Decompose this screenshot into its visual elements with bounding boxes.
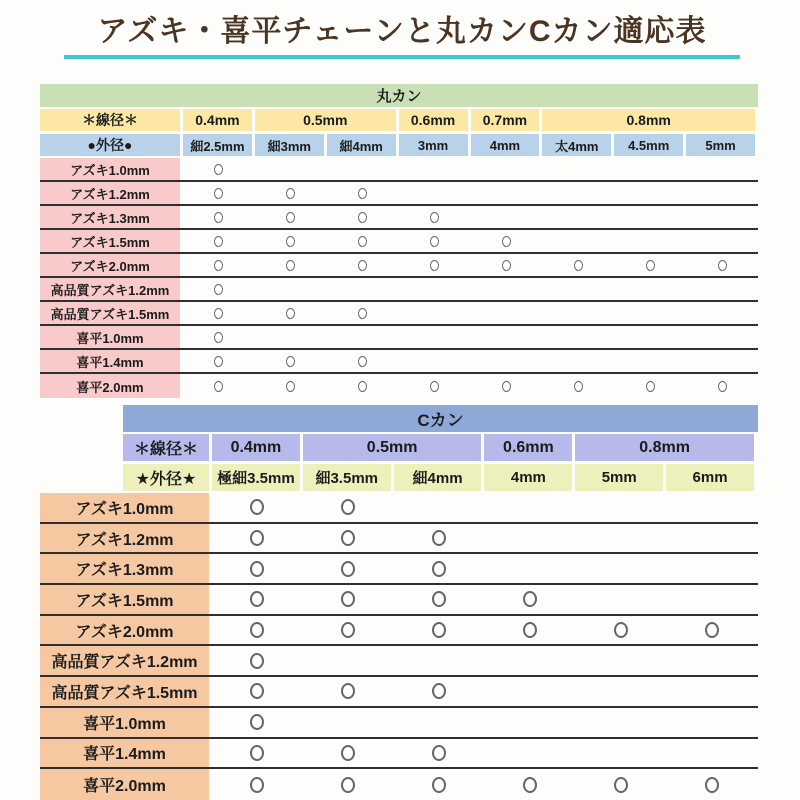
compat-cell (666, 554, 757, 583)
compat-cell (484, 524, 575, 553)
compat-cell (471, 254, 543, 276)
compatible-mark-icon (432, 530, 446, 546)
row-label: アズキ1.3mm (40, 206, 180, 228)
compat-cell (327, 374, 399, 398)
compat-cell (303, 554, 394, 583)
compatible-mark-icon (250, 745, 264, 761)
compat-cell (399, 182, 471, 204)
c-kan-title-bar: Cカン (123, 405, 758, 432)
compatible-mark-icon (523, 622, 537, 638)
compat-cell (327, 326, 399, 348)
table-row (40, 677, 758, 708)
compat-cell (471, 374, 543, 398)
table-row (40, 524, 758, 555)
compat-cell (484, 708, 575, 737)
compat-cell (394, 554, 485, 583)
outer-diameter-value: 5mm (575, 464, 663, 491)
maru-kan-title-bar: 丸カン (40, 84, 758, 107)
compat-cell (303, 616, 394, 645)
row-label: アズキ1.3mm (40, 554, 209, 583)
compat-cell (542, 302, 614, 324)
compatible-mark-icon (286, 308, 295, 319)
compat-cell (471, 182, 543, 204)
compat-cell (255, 326, 327, 348)
compatible-mark-icon (718, 260, 727, 271)
compat-cell (484, 646, 575, 675)
compat-cell (183, 278, 255, 300)
compat-cell (666, 616, 757, 645)
compat-cell (183, 350, 255, 372)
compat-cell (212, 616, 303, 645)
compat-cell (666, 739, 757, 768)
compatible-mark-icon (430, 260, 439, 271)
table-row (40, 646, 758, 677)
compatible-mark-icon (250, 591, 264, 607)
compatible-mark-icon (646, 260, 655, 271)
compatible-mark-icon (358, 356, 367, 367)
compatible-mark-icon (341, 745, 355, 761)
outer-diameter-value: 細3.5mm (303, 464, 391, 491)
row-label: アズキ1.0mm (40, 158, 180, 180)
compat-cell (394, 524, 485, 553)
compatible-mark-icon (358, 260, 367, 271)
compat-cell (212, 585, 303, 614)
compat-cell (212, 739, 303, 768)
compat-cell (575, 585, 666, 614)
compat-cell (327, 182, 399, 204)
compatible-mark-icon (614, 777, 628, 793)
compat-cell (542, 230, 614, 252)
page-title-underline (64, 14, 740, 59)
compatible-mark-icon (250, 653, 264, 669)
compat-cell (183, 182, 255, 204)
compat-cell (327, 278, 399, 300)
compatible-mark-icon (358, 212, 367, 223)
compatible-mark-icon (341, 683, 355, 699)
compat-cell (484, 616, 575, 645)
compatible-mark-icon (286, 212, 295, 223)
compat-cell (327, 254, 399, 276)
row-label: アズキ2.0mm (40, 254, 180, 276)
compat-cell (255, 278, 327, 300)
compatible-mark-icon (502, 381, 511, 392)
compat-cell (303, 739, 394, 768)
compat-cell (183, 374, 255, 398)
compat-cell (542, 158, 614, 180)
compatible-mark-icon (250, 714, 264, 730)
compat-cell (327, 350, 399, 372)
compatible-mark-icon (574, 260, 583, 271)
compatible-mark-icon (286, 188, 295, 199)
compat-cell (686, 206, 758, 228)
compat-cell (183, 326, 255, 348)
outer-diameter-value: 5mm (686, 134, 755, 156)
compatible-mark-icon (286, 381, 295, 392)
row-label: 高品質アズキ1.5mm (40, 677, 209, 706)
compat-cell (212, 708, 303, 737)
compat-cell (399, 374, 471, 398)
compatible-mark-icon (502, 260, 511, 271)
compat-cell (399, 158, 471, 180)
compatible-mark-icon (430, 212, 439, 223)
compatible-mark-icon (286, 260, 295, 271)
compatible-mark-icon (432, 683, 446, 699)
compatible-mark-icon (430, 236, 439, 247)
wire-diameter-header: ＊線径＊ (40, 109, 180, 131)
compat-cell (183, 158, 255, 180)
compatible-mark-icon (705, 777, 719, 793)
compat-cell (575, 524, 666, 553)
compatible-mark-icon (341, 499, 355, 515)
compat-cell (471, 278, 543, 300)
compat-cell (542, 278, 614, 300)
compatible-mark-icon (341, 561, 355, 577)
wire-diameter-value: 0.5mm (255, 109, 396, 131)
compat-cell (183, 206, 255, 228)
compat-cell (327, 230, 399, 252)
compatible-mark-icon (358, 188, 367, 199)
compat-cell (394, 677, 485, 706)
outer-diameter-header: ●外径● (40, 134, 180, 156)
table-row (40, 278, 758, 302)
compat-cell (484, 677, 575, 706)
table-row (40, 585, 758, 616)
compatible-mark-icon (430, 381, 439, 392)
compatible-mark-icon (214, 212, 223, 223)
outer-diameter-value: 細2.5mm (183, 134, 252, 156)
compatible-mark-icon (432, 591, 446, 607)
compat-cell (666, 769, 757, 800)
compatible-mark-icon (214, 356, 223, 367)
compatible-mark-icon (341, 777, 355, 793)
row-label: 喜平1.4mm (40, 350, 180, 372)
compat-cell (471, 230, 543, 252)
wire-diameter-value: 0.7mm (471, 109, 540, 131)
compat-cell (255, 374, 327, 398)
table-row (40, 769, 758, 800)
table-row (40, 493, 758, 524)
wire-diameter-header: ＊線径＊ (123, 434, 209, 461)
compat-cell (575, 769, 666, 800)
compatible-mark-icon (432, 745, 446, 761)
compat-cell (212, 524, 303, 553)
compat-cell (614, 230, 686, 252)
table-row (40, 554, 758, 585)
compat-cell (212, 646, 303, 675)
compat-cell (686, 230, 758, 252)
compatible-mark-icon (523, 591, 537, 607)
row-label: 喜平1.0mm (40, 326, 180, 348)
row-label: 喜平2.0mm (40, 374, 180, 398)
outer-diameter-value: 4mm (471, 134, 540, 156)
table-row (40, 182, 758, 206)
row-label: 高品質アズキ1.2mm (40, 278, 180, 300)
table-row (40, 739, 758, 770)
compatible-mark-icon (705, 622, 719, 638)
outer-diameter-value: 細3mm (255, 134, 324, 156)
compatible-mark-icon (214, 332, 223, 343)
compat-cell (666, 646, 757, 675)
compat-cell (666, 493, 757, 522)
table-row (40, 230, 758, 254)
table-row (40, 254, 758, 278)
row-label: アズキ2.0mm (40, 616, 209, 645)
compat-cell (575, 708, 666, 737)
compat-cell (394, 708, 485, 737)
compatible-mark-icon (214, 164, 223, 175)
compat-cell (614, 254, 686, 276)
outer-diameter-value: 4mm (484, 464, 572, 491)
compat-cell (666, 708, 757, 737)
compatible-mark-icon (502, 236, 511, 247)
compat-cell (399, 326, 471, 348)
compat-cell (399, 302, 471, 324)
outer-diameter-value: 6mm (666, 464, 754, 491)
compat-cell (303, 524, 394, 553)
wire-diameter-value: 0.4mm (183, 109, 252, 131)
compat-cell (542, 374, 614, 398)
wire-diameter-row (123, 434, 758, 461)
compat-cell (394, 493, 485, 522)
compat-cell (394, 585, 485, 614)
compatible-mark-icon (250, 777, 264, 793)
wire-diameter-value: 0.5mm (303, 434, 482, 461)
compat-cell (471, 302, 543, 324)
compatible-mark-icon (214, 284, 223, 295)
row-label: アズキ1.2mm (40, 182, 180, 204)
compat-cell (303, 585, 394, 614)
table-row (40, 158, 758, 182)
compatible-mark-icon (214, 308, 223, 319)
row-label: 喜平2.0mm (40, 769, 209, 800)
compatible-mark-icon (432, 777, 446, 793)
outer-diameter-value: 細4mm (327, 134, 396, 156)
compat-cell (255, 254, 327, 276)
compat-cell (575, 739, 666, 768)
compatible-mark-icon (358, 236, 367, 247)
row-label: 喜平1.4mm (40, 739, 209, 768)
compat-cell (471, 206, 543, 228)
compat-cell (614, 374, 686, 398)
compat-cell (575, 646, 666, 675)
compat-cell (686, 278, 758, 300)
row-label: アズキ1.0mm (40, 493, 209, 522)
compat-cell (212, 493, 303, 522)
compat-cell (686, 302, 758, 324)
compatible-mark-icon (250, 683, 264, 699)
wire-diameter-value: 0.8mm (542, 109, 755, 131)
compat-cell (327, 158, 399, 180)
compat-cell (255, 206, 327, 228)
outer-diameter-value: 太4mm (542, 134, 611, 156)
compat-cell (614, 206, 686, 228)
compat-cell (399, 206, 471, 228)
wire-diameter-row (40, 109, 758, 131)
c-kan-table (40, 405, 758, 800)
compat-cell (394, 769, 485, 800)
compat-cell (686, 326, 758, 348)
compatible-mark-icon (358, 381, 367, 392)
compat-cell (471, 350, 543, 372)
compat-cell (471, 158, 543, 180)
compat-cell (484, 769, 575, 800)
compat-cell (575, 493, 666, 522)
compatible-mark-icon (286, 236, 295, 247)
row-label: アズキ1.5mm (40, 230, 180, 252)
compat-cell (394, 646, 485, 675)
outer-diameter-value: 3mm (399, 134, 468, 156)
outer-diameter-value: 細4mm (394, 464, 482, 491)
compatible-mark-icon (341, 622, 355, 638)
table-row (40, 350, 758, 374)
compat-cell (666, 677, 757, 706)
compatible-mark-icon (214, 188, 223, 199)
compat-cell (575, 616, 666, 645)
wire-diameter-value: 0.6mm (484, 434, 572, 461)
compat-cell (542, 350, 614, 372)
outer-diameter-value: 極細3.5mm (212, 464, 300, 491)
compat-cell (255, 158, 327, 180)
row-label: アズキ1.2mm (40, 524, 209, 553)
compatible-mark-icon (432, 622, 446, 638)
compatible-mark-icon (574, 381, 583, 392)
table-row (40, 326, 758, 350)
compat-cell (303, 493, 394, 522)
compatible-mark-icon (614, 622, 628, 638)
compatible-mark-icon (250, 499, 264, 515)
compat-cell (686, 350, 758, 372)
wire-diameter-value: 0.6mm (399, 109, 468, 131)
compat-cell (686, 254, 758, 276)
compat-cell (614, 350, 686, 372)
outer-diameter-row (40, 134, 758, 156)
compat-cell (394, 616, 485, 645)
compat-cell (484, 493, 575, 522)
compat-cell (686, 182, 758, 204)
compat-cell (575, 677, 666, 706)
wire-diameter-value: 0.4mm (212, 434, 300, 461)
compat-cell (614, 302, 686, 324)
compat-cell (542, 326, 614, 348)
row-label: 高品質アズキ1.5mm (40, 302, 180, 324)
compat-cell (614, 326, 686, 348)
compat-cell (614, 278, 686, 300)
compat-cell (575, 554, 666, 583)
table-row (40, 206, 758, 230)
compatible-mark-icon (250, 622, 264, 638)
compat-cell (484, 585, 575, 614)
compatible-mark-icon (250, 530, 264, 546)
compat-cell (471, 326, 543, 348)
compat-cell (303, 708, 394, 737)
compatible-mark-icon (432, 561, 446, 577)
compatible-mark-icon (718, 381, 727, 392)
compat-cell (686, 374, 758, 398)
compatible-mark-icon (250, 561, 264, 577)
compat-cell (183, 302, 255, 324)
row-label: アズキ1.5mm (40, 585, 209, 614)
compat-cell (542, 206, 614, 228)
wire-diameter-value: 0.8mm (575, 434, 754, 461)
table-row (40, 708, 758, 739)
row-label: 喜平1.0mm (40, 708, 209, 737)
compat-cell (183, 254, 255, 276)
compat-cell (327, 206, 399, 228)
compat-cell (614, 182, 686, 204)
compat-cell (399, 230, 471, 252)
compatible-mark-icon (286, 356, 295, 367)
table-row (40, 616, 758, 647)
compat-cell (255, 230, 327, 252)
outer-diameter-value: 4.5mm (614, 134, 683, 156)
compat-cell (399, 254, 471, 276)
table-row (40, 374, 758, 398)
compatible-mark-icon (341, 530, 355, 546)
compat-cell (394, 739, 485, 768)
compat-cell (212, 677, 303, 706)
compat-cell (614, 158, 686, 180)
page-title: アズキ・喜平チェーンと丸カンCカン適応表 (97, 15, 707, 48)
compat-cell (212, 554, 303, 583)
compatible-mark-icon (214, 381, 223, 392)
compatible-mark-icon (341, 591, 355, 607)
maru-kan-table (40, 84, 758, 398)
compat-cell (303, 646, 394, 675)
compat-cell (484, 554, 575, 583)
table-row (40, 302, 758, 326)
compatible-mark-icon (646, 381, 655, 392)
compat-cell (255, 302, 327, 324)
compat-cell (399, 350, 471, 372)
compat-cell (255, 350, 327, 372)
compat-cell (255, 182, 327, 204)
outer-diameter-row (123, 464, 758, 491)
compat-cell (484, 739, 575, 768)
compat-cell (399, 278, 471, 300)
compat-cell (183, 230, 255, 252)
compat-cell (303, 769, 394, 800)
compat-cell (212, 769, 303, 800)
compatible-mark-icon (358, 308, 367, 319)
compatible-mark-icon (523, 777, 537, 793)
compat-cell (686, 158, 758, 180)
compat-cell (327, 302, 399, 324)
compat-cell (542, 254, 614, 276)
compatible-mark-icon (214, 236, 223, 247)
compat-cell (666, 585, 757, 614)
compatible-mark-icon (214, 260, 223, 271)
compat-cell (542, 182, 614, 204)
compat-cell (303, 677, 394, 706)
compat-cell (666, 524, 757, 553)
row-label: 高品質アズキ1.2mm (40, 646, 209, 675)
outer-diameter-header: ★外径★ (123, 464, 209, 491)
